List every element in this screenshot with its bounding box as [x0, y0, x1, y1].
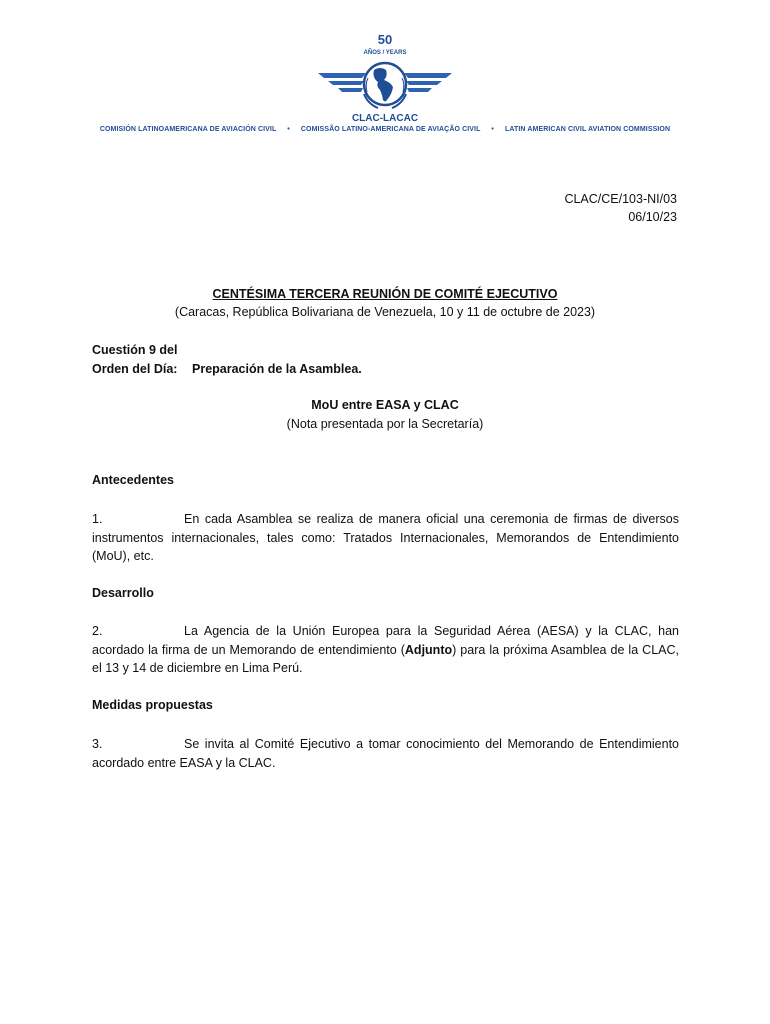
meeting-title-main: CENTÉSIMA TERCERA REUNIÓN DE COMITÉ EJECUTIVO: [212, 287, 558, 301]
note-subtitle: (Nota presentada por la Secretaría): [286, 416, 484, 431]
document-reference: [564, 190, 677, 226]
org-name-spanish: COMISIÓN LATINOAMERICANA DE AVIACIÓN CIVIL: [99, 126, 277, 133]
agenda-label-line2: Orden del Día:: [92, 361, 178, 376]
paragraph-text: La Agencia de la Unión Europea para la Seguridad Aérea (AESA) y la CLAC, han acordado la firma de un Memorando de entendimiento (: [92, 624, 679, 657]
organization-names-bar: [0, 126, 770, 133]
logo-anniversary-number: 50: [377, 32, 393, 47]
clac-50-years-emblem: [316, 30, 454, 124]
meeting-title: [0, 285, 770, 321]
section-heading-antecedentes: Antecedentes: [92, 473, 174, 487]
section-heading-medidas: Medidas propuestas: [92, 698, 213, 712]
paragraph-text: Se invita al Comité Ejecutivo a tomar conocimiento del Memorando de Entendimiento acordado entre EASA y la CLAC.: [92, 737, 679, 770]
agenda-label-line1: Cuestión 9 del: [92, 343, 178, 357]
document-date: 06/10/23: [628, 210, 677, 224]
org-separator: •: [287, 126, 290, 133]
org-separator: •: [491, 126, 494, 133]
document-code: CLAC/CE/103-NI/03: [564, 192, 677, 206]
org-name-english: LATIN AMERICAN CIVIL AVIATION COMMISSION: [505, 126, 671, 133]
org-name-portuguese: COMISSÃO LATINO-AMERICANA DE AVIAÇÃO CIVIL: [300, 126, 481, 133]
attachment-reference: Adjunto: [404, 642, 453, 657]
logo-years-label: AÑOS / YEARS: [363, 50, 407, 56]
logo-org-acronym: CLAC-LACAC: [351, 113, 419, 124]
paragraph-3: [92, 735, 679, 772]
clac-lacac-logo: [316, 30, 454, 124]
agenda-item: [92, 341, 362, 378]
paragraph-text: En cada Asamblea se realiza de manera oficial una ceremonia de firmas de diversos instrumentos internacionales, tales como: Tratados Internacionales, Memorandos de Entendimiento (MoU), etc.: [92, 512, 679, 563]
paragraph-text-continued: ) para la próxima Asamblea de la CLAC, el 13 y 14 de diciembre en Lima Perú.: [92, 642, 679, 675]
paragraph-number: 3.: [92, 737, 103, 751]
meeting-title-location: (Caracas, República Bolivariana de Venezuela, 10 y 11 de octubre de 2023): [174, 305, 596, 319]
paragraph-1: [92, 510, 679, 566]
note-heading: [0, 396, 770, 433]
section-heading-desarrollo: Desarrollo: [92, 586, 154, 600]
paragraph-number: 1.: [92, 512, 103, 526]
note-title: MoU entre EASA y CLAC: [311, 398, 459, 412]
paragraph-number: 2.: [92, 624, 103, 638]
agenda-item-title: Preparación de la Asamblea.: [192, 361, 362, 376]
paragraph-2: [92, 622, 679, 678]
